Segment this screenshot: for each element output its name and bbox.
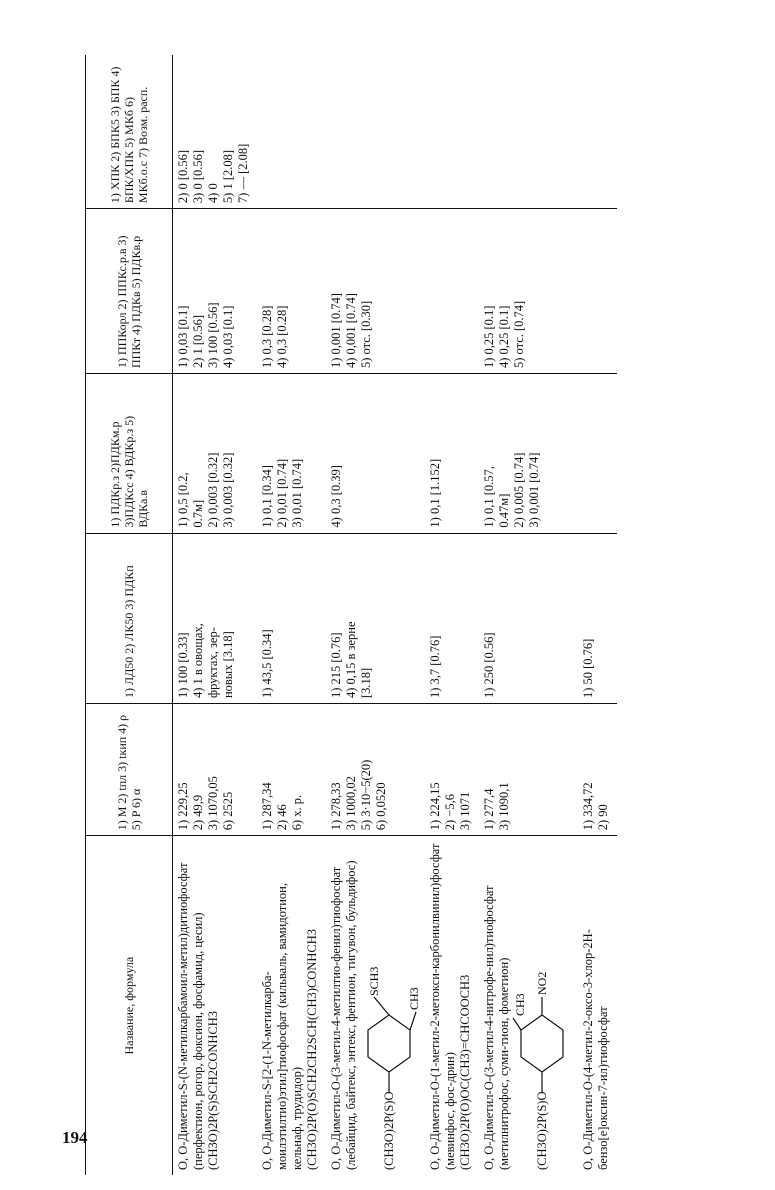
- toxicity-cell: 1) 250 [0.56]: [479, 533, 578, 703]
- bio-oxidation-cell: [257, 55, 326, 209]
- header-toxicity: 1) ЛД50 2) ЛК50 3) ПДКп: [86, 533, 173, 703]
- header-props: 1) M 2) tпл 3) tкип 4) ρ 5) P 6) α: [86, 704, 173, 836]
- air-limits-cell: 1) 0,1 [0.34] 2) 0,01 [0.74] 3) 0,01 [0.74]: [257, 374, 326, 534]
- table-row: [578, 55, 617, 1175]
- air-limits-cell: 1) 0,1 [0.57, 0.47м] 2) 0,005 [0.74] 3) 0,001 [0.74]: [479, 374, 578, 534]
- table-row: [257, 55, 326, 1175]
- table-row: [173, 55, 258, 1175]
- compound-name: О, О-Диметил-О-(4-метил-2-оксо-3-хлор-2Н-бензо[е]оксин-7-ил)тиофосфат: [581, 929, 610, 1170]
- bio-oxidation-cell: [578, 55, 617, 209]
- compound-formula: (CH3O)2P(O)OC(CH3)=CHCOOCH3: [458, 974, 472, 1170]
- compound-formula: (CH3O)2P(S)O: [381, 1091, 396, 1170]
- toxicity-cell: 1) 3,7 [0.76]: [425, 533, 479, 703]
- name-cell: [257, 836, 326, 1175]
- structure-formula: [359, 841, 419, 1170]
- toxicity-cell: 1) 215 [0.76] 4) 0,15 в зерне [3.18]: [326, 533, 425, 703]
- header-name: Название, формула: [86, 836, 173, 1175]
- svg-text:CH3: CH3: [513, 992, 527, 1016]
- air-limits-cell: 1) 0,1 [1.152]: [425, 374, 479, 534]
- air-limits-cell: [578, 374, 617, 534]
- props-cell: 1) 287,34 2) 46 6) х. р.: [257, 704, 326, 836]
- rotated-table-container: [85, 55, 775, 1175]
- svg-text:SCH3: SCH3: [367, 966, 381, 996]
- toxicity-cell: 1) 43,5 [0.34]: [257, 533, 326, 703]
- bio-oxidation-cell: [479, 55, 578, 209]
- page-number: 194: [62, 1128, 88, 1147]
- name-cell: [173, 836, 258, 1175]
- water-limits-cell: 1) 0,25 [0.1] 4) 0,25 [0.1] 5) отс. [0.74]: [479, 209, 578, 374]
- toxicity-cell: 1) 100 [0.33] 4) 1 в овощах, фруктах, зер- новых [3.18]: [173, 533, 258, 703]
- compound-formula: (CH3O)2P(S)SCH2CONHCH3: [206, 1010, 220, 1170]
- name-cell: [479, 836, 578, 1175]
- props-cell: 1) 229,25 2) 49,9 3) 1070,05 6) 2525: [173, 704, 258, 836]
- compound-formula: (CH3O)2P(O)SCH2CH2SCH(CH3)CONHCH3: [305, 929, 319, 1170]
- bio-oxidation-cell: [425, 55, 479, 209]
- svg-text:CH3: CH3: [407, 986, 421, 1010]
- name-cell: [578, 836, 617, 1175]
- compound-name: О, О-Диметил-S-(N-метилкарбамоил-метил)дитиофосфат (перфектион, рогор, фоксион, фосфамид, цесил): [176, 862, 205, 1170]
- name-cell: [425, 836, 479, 1175]
- props-cell: 1) 277,4 3) 1090,1: [479, 704, 578, 836]
- compound-formula: (CH3O)2P(S)O: [534, 1091, 549, 1170]
- bio-oxidation-cell: 2) 0 [0.56] 3) 0 [0.56] 4) 0 5) 1 [2.08] 7) — [2.08]: [173, 55, 258, 209]
- water-limits-cell: 1) 0,3 [0.28] 4) 0,3 [0.28]: [257, 209, 326, 374]
- props-cell: 1) 278,33 3) 1000,02 5) 3·10−5(20) 6) 0,0520: [326, 704, 425, 836]
- compound-name: О, О-Диметил-S-[2-(1-N-метилкарба-моилэтилтио)этил]тиофосфат (кильваль, вамидотион, кельнаф, трудидор): [260, 883, 304, 1170]
- water-limits-cell: 1) 0,03 [0.1] 2) 1 [0.56] 3) 100 [0.56] 4) 0,03 [0.1]: [173, 209, 258, 374]
- header-air-limits: 1) ПДКр.з 2)ПДКм.р 3)ПДКсс 4) ВДКр.з 5) ВДКа.в: [86, 374, 173, 534]
- compound-name: О, О-Диметил-О-(3-метил-4-нитрофе-нил)тиофосфат (метилнитрофос, суми-тион, фометион): [482, 885, 511, 1170]
- header-row: [86, 55, 173, 1175]
- bio-oxidation-cell: [326, 55, 425, 209]
- structure-formula: [512, 841, 572, 1170]
- table-row: [479, 55, 578, 1175]
- benzene-ring-icon: [513, 942, 571, 1092]
- table-row: [326, 55, 425, 1175]
- compound-name: О, О-Диметил-О-(3-метил-4-метилтио-фенил)тиофосфат (лебайцид, байтекс, энтекс, фентион, тигувон, бульдифос): [329, 860, 358, 1170]
- toxicity-cell: 1) 50 [0.76]: [578, 533, 617, 703]
- air-limits-cell: 4) 0,3 [0.39]: [326, 374, 425, 534]
- table-row: [425, 55, 479, 1175]
- benzene-ring-icon: [360, 942, 421, 1092]
- props-cell: 1) 224,15 2) −5,6 3) 1071: [425, 704, 479, 836]
- compound-name: О, О-Диметил-О-(1-метил-2-метокси-карбонилвинил)фосфат (мевинфос, фос-дрин): [428, 843, 457, 1170]
- header-water-limits: 1) ППКорл 2) ППКс.р.в 3) ППКт 4) ПДКв 5) ПДКв.р: [86, 209, 173, 374]
- svg-text:NO2: NO2: [535, 971, 549, 995]
- water-limits-cell: [425, 209, 479, 374]
- water-limits-cell: [578, 209, 617, 374]
- props-cell: 1) 334,72 2) 90: [578, 704, 617, 836]
- name-cell: [326, 836, 425, 1175]
- air-limits-cell: 1) 0,5 [0.2, 0.7м] 2) 0,003 [0.32] 3) 0,003 [0.32]: [173, 374, 258, 534]
- data-table: [85, 55, 617, 1175]
- header-bio-oxidation: 1) ХПК 2) БПК5 3) БПК 4) БПК/ХПК 5) МКб 6) МКб.о.с 7) Возм. расп.: [86, 55, 173, 209]
- water-limits-cell: 1) 0,001 [0.74] 4) 0,001 [0.74] 5) отс. [0.30]: [326, 209, 425, 374]
